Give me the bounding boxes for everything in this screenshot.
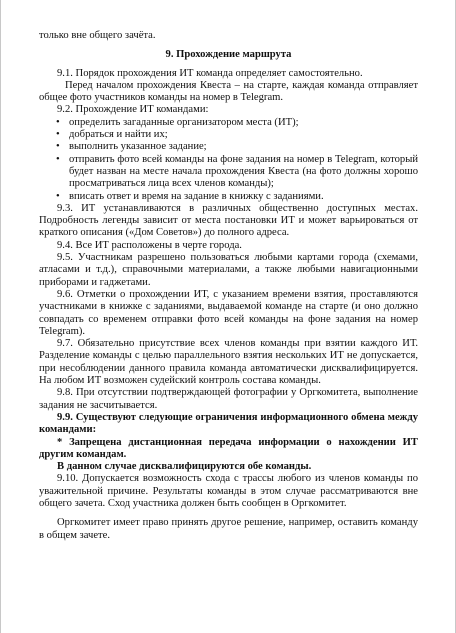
paragraph-9-2: 9.2. Прохождение ИТ командами:: [57, 104, 209, 116]
paragraph-9-9: 9.9. Существуют следующие ограничения информационного обмена между командами:: [39, 411, 418, 436]
paragraph-9-3: 9.3. ИТ устанавливаются в различных общественно доступных местах. Подробность легенды зависит от места постановки ИТ и может варьироваться от краткого описания («Дом Советов») до полного адреса.: [39, 202, 418, 239]
top-line: только вне общего зачёта.: [39, 30, 156, 41]
paragraph-9-10: 9.10. Допускается возможность схода с трассы любого из членов команды по уважительной причине. Результаты команды в этом случае рассматриваются вне общего зачета. Сход участника должен быть сообщен в Оргкомитет.: [39, 473, 418, 509]
paragraph-9-1-start: Перед началом прохождения Квеста – на старте, каждая команда отправляет общее фото участников команды на номер в Telegram.: [39, 79, 418, 104]
paragraph-9-9-rule: * Запрещена дистанционная передача информации о нахождении ИТ другим командам.: [39, 436, 418, 460]
paragraph-9-7: 9.7. Обязательно присутствие всех членов команды при взятии каждого ИТ. Разделение команды с целью параллельного взятия нескольких ИТ не допускается, при несоблюдении данного правила команда автоматически дисквалифицируется. На любом ИТ возможен судейский контроль состава команды.: [39, 338, 418, 387]
paragraph-9-4: 9.4. Все ИТ расположены в черте города.: [57, 239, 242, 251]
paragraph-9-5: 9.5. Участникам разрешено пользоваться любыми картами города (схемами, атласами и т.д.), справочными материалами, а также любыми навигационными приборами и гаджетами.: [39, 252, 418, 288]
bullet-icon: •: [56, 116, 60, 128]
bullet-icon: •: [56, 141, 60, 153]
paragraph-9-9-penalty: В данном случае дисквалифицируются обе команды.: [57, 461, 312, 473]
list-item: • вписать ответ и время на задание в книжку с заданиями.: [56, 190, 324, 202]
bullet-list: [39, 117, 418, 203]
bullet-icon: •: [56, 153, 60, 165]
section-heading: 9. Прохождение маршрута: [165, 49, 292, 61]
paragraph-9-1: 9.1. Порядок прохождения ИТ команда определяет самостоятельно.: [57, 67, 363, 79]
paragraph-9-6: 9.6. Отметки о прохождении ИТ, с указанием времени взятия, проставляются участниками в книжке с заданиями, выдаваемой команде на старте (и оно должно совпадать со временем отправки фото всей команды на фоне задания на номер Telegram).: [39, 288, 418, 337]
list-item: • определить загаданные организатором места (ИТ);: [56, 116, 299, 128]
list-item: • выполнить указанное задание;: [56, 141, 207, 153]
bullet-icon: •: [56, 190, 60, 202]
list-item: • добраться и найти их;: [56, 129, 168, 141]
bullet-icon: •: [56, 129, 60, 141]
paragraph-9-8: 9.8. При отсутствии подтверждающей фотографии у Оргкомитета, выполнение задания не засчитывается.: [39, 387, 418, 411]
list-item: • отправить фото всей команды на фоне задания на номер в Telegram, который будет назван на месте начала прохождения Квеста (на фото должны хорошо просматриваться лица всех членов команды);: [56, 153, 418, 190]
paragraph-orgcommittee: Оргкомитет имеет право принять другое решение, например, оставить команду в общем зачете.: [39, 517, 418, 541]
